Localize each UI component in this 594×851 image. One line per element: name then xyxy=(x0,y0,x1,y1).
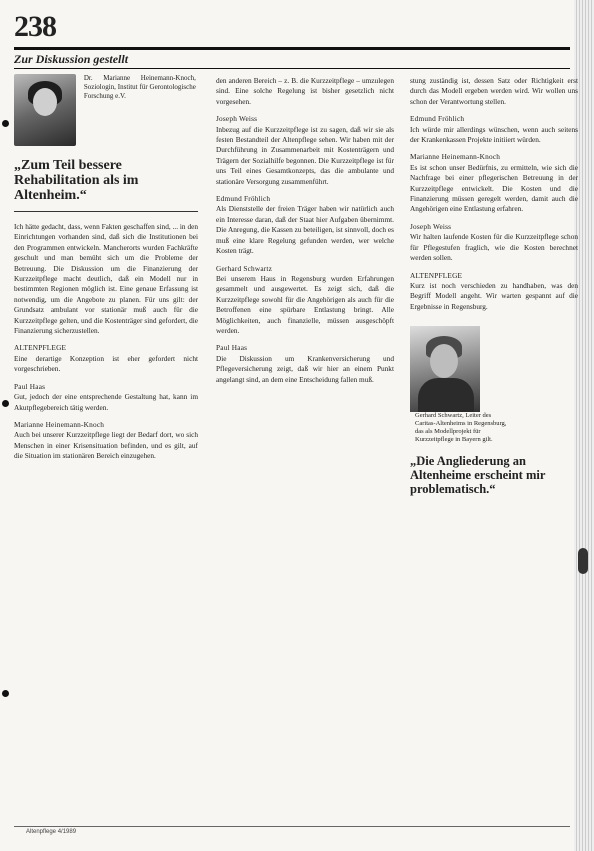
speaker-name: Edmund Fröhlich xyxy=(410,114,465,124)
speaker-name: Joseph Weiss xyxy=(216,114,258,124)
portrait-photo xyxy=(14,74,76,146)
portrait-body xyxy=(418,378,474,412)
speaker-name: ALTENPFLEGE xyxy=(410,270,463,280)
speaker-text: Bei unserem Haus in Regensburg wurden Erfahrungen gesammelt und ausgewertet. Es zeigt sich, daß die Kurzzeitpflege sowohl für die Angehörigen als auch für die Betroffenen eine spürbare Entlastung bringt. Alle Möglichkeiten, auch finanzielle, müssen ausgeschöpft werden. xyxy=(216,273,394,335)
speaker-name: Marianne Heinemann-Knoch xyxy=(410,152,501,162)
speaker-text: Die Diskussion um Krankenversicherung und Pflegeversicherung zeigt, daß wir hier an einem Punkt angelangt sind, an dem eine Entscheidung fallen muß. xyxy=(216,353,394,384)
section-rule xyxy=(14,68,570,69)
speaker-name: ALTENPFLEGE xyxy=(14,343,67,353)
binder-hole xyxy=(2,690,9,697)
section-title: Zur Diskussion gestellt xyxy=(14,52,129,66)
speaker-text: Ich würde mir allerdings wünschen, wenn auch seitens der Krankenkassen Projekte initiiert würden. xyxy=(410,124,578,145)
speaker-name: Edmund Fröhlich xyxy=(216,194,271,204)
speaker-text: Eine derartige Konzeption ist eher gefordert nicht vorgeschrieben. xyxy=(14,353,198,374)
paragraph: Ich hätte gedacht, dass, wenn Fakten geschaffen sind, ... in den Einrichtungen vorhanden sind, daß sich die Institutionen bei den Programmen entwickeln. Mancherorts wurden Fachkräfte geschult und man bemüht sich um die Probleme der Betreuung. Die Diskussion um die Finanzierung der Kurzzeitpflege macht deutlich, daß ein Modell nur in bestimmten Regionen möglich ist. Eine genaue Erfassung ist notwendig, um die Angebote zu planen. Für uns gilt: der Grundsatz ambulant vor stationär muß auch für die Kurzzeitpflege gelten, und die Kostenträger sind gefordert, die Finanzierung sicherzustellen. xyxy=(14,222,198,336)
binder-hole xyxy=(2,120,9,127)
profile-block xyxy=(14,74,198,146)
column-3 xyxy=(410,76,578,496)
speaker-name: Marianne Heinemann-Knoch xyxy=(14,419,105,429)
footer-text: Altenpflege 4/1989 xyxy=(26,829,77,835)
pull-quote: „Zum Teil bessere Rehabilitation als im Altenheim.“ xyxy=(14,158,139,203)
speaker-name: Paul Haas xyxy=(216,343,248,353)
speaker-text: Als Dienststelle der freien Träger haben wir natürlich auch ein Interesse daran, daß der Staat hier Aufgaben übernimmt. Die Anregung, die Kassen zu beteiligen, ist sinnvoll, doch es muß eine klare Regelung gefunden werden, wer welche Kosten trägt. xyxy=(216,204,394,256)
binder-holes xyxy=(2,0,10,851)
column-2 xyxy=(216,76,394,385)
speaker-text: Auch bei unserer Kurzzeitpflege liegt der Bedarf dort, wo sich Menschen in einer Krisensituation befinden, und es gilt, auf die Situation im stationären Bereich einzugehen. xyxy=(14,430,198,461)
page-number: 238 xyxy=(14,10,56,43)
portrait-face xyxy=(33,88,57,116)
binder-hole xyxy=(2,400,9,407)
speaker-name: Joseph Weiss xyxy=(410,221,452,231)
column-1 xyxy=(14,74,198,462)
speaker-text: Es ist schon unser Bedürfnis, zu ermitteln, wie sich die Nachfrage bei einer pflegerischen Betreuung in der Kurzzeitpflege entwickelt. Die Kosten und die Finanzierung müssen geregelt werden, damit auch die Angehörigen eine Entlastung erfahren. xyxy=(410,162,578,214)
page-tab-marker xyxy=(578,548,588,574)
speaker-text: Wir halten laufende Kosten für die Kurzzeitpflege schon für Pflegestufen fraglich, wie die Kosten berechnet werden sollen. xyxy=(410,232,578,263)
pull-quote: „Die Angliederung an Altenheime erscheint mir problematisch.“ xyxy=(410,454,546,497)
portrait-photo xyxy=(410,326,480,412)
speaker-text: Inbezug auf die Kurzzeitpflege ist zu sagen, daß wir sie als festen Bestandteil der Altenpflege sehen. Wir haben mit der Durchführung in Zusammenarbeit mit Kostenträgern und Trägern der Sozialhilfe begonnen. Die Kurzzeitpflege ist für uns Teil eines Gesamtkonzepts, das die ambulante und stationäre Versorgung zusammenführt. xyxy=(216,124,394,186)
portrait-face xyxy=(430,344,458,378)
footer-rule xyxy=(14,826,570,827)
paragraph: den anderen Bereich – z. B. die Kurzzeitpflege – umzulegen sind. Eine solche Regelung ist bisher gesetzlich nicht vorgesehen. xyxy=(216,76,394,106)
paragraph: stung zuständig ist, dessen Satz oder Richtigkeit erst durch das Modell ergeben werden wird. Wir wollen uns schon der Verantwortung stellen. xyxy=(410,76,578,106)
speaker-text: Gut, jedoch der eine entsprechende Gestaltung hat, kann im Akutpflegebereich tätig werden. xyxy=(14,392,198,412)
portrait-caption: Gerhard Schwartz, Leiter des Caritas-Altenheims in Regensburg, das als Modellprojekt für Kurzzeitpflege in Bayern gilt. xyxy=(415,412,507,444)
speaker-name: Gerhard Schwartz xyxy=(216,263,273,273)
profile-block xyxy=(410,326,578,444)
speaker-text: Kurz ist noch verschieden zu handhaben, was den Begriff Modell angeht. Wir warten gespannt auf die Ergebnisse in Regensburg. xyxy=(410,280,578,311)
speaker-name: Paul Haas xyxy=(14,381,46,391)
divider xyxy=(14,211,198,212)
portrait-caption: Dr. Marianne Heinemann-Knoch, Soziologin, Institut für Gerontologische Forschung e.V. xyxy=(83,74,196,100)
header-rule xyxy=(14,47,570,50)
